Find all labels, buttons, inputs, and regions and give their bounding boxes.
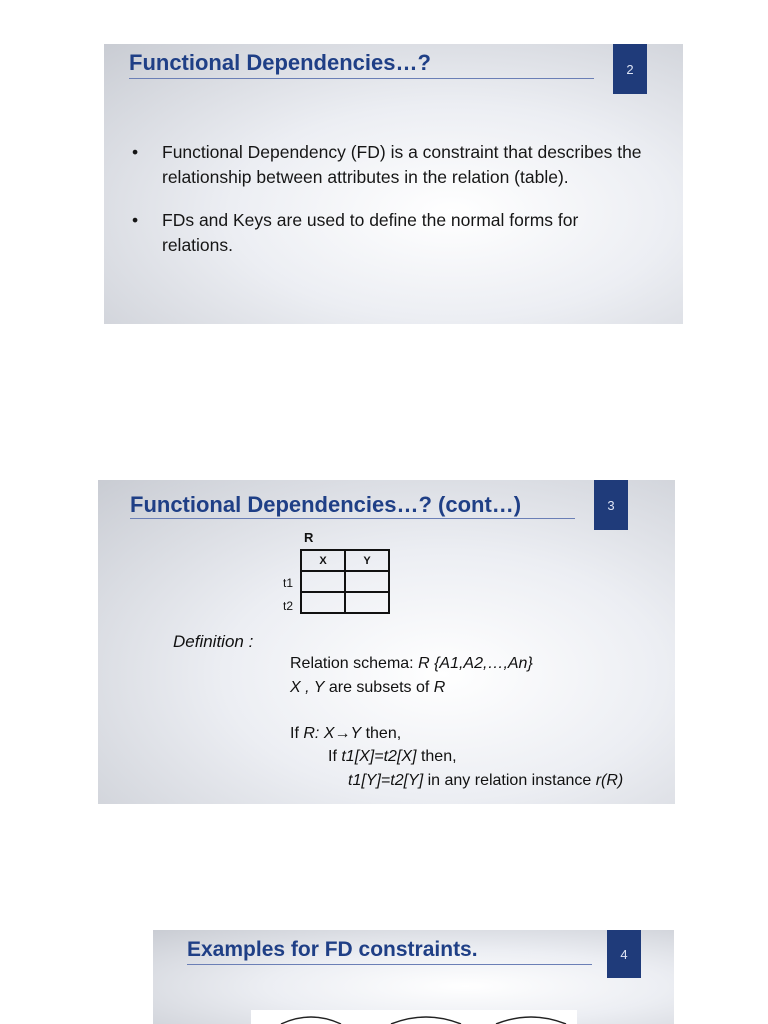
slide-2-functional-dependencies [104, 44, 683, 324]
slide-number: 2 [613, 44, 647, 94]
slide-number: 3 [594, 480, 628, 530]
row-label-t1: t1 [283, 576, 294, 590]
row-label-t2: t2 [283, 599, 294, 613]
relation-table [300, 549, 390, 614]
table-cell [301, 571, 345, 592]
slide-title: Functional Dependencies…? (cont…) [130, 492, 522, 517]
ellipse-shapes [251, 1010, 577, 1024]
bullet-icon: • [132, 142, 139, 162]
slide-number: 4 [607, 930, 641, 978]
bullet-item: • FDs and Keys are used to define the normal forms for relations. [132, 210, 579, 255]
bullet-item: • Functional Dependency (FD) is a constraint that describes the relationship between attributes in the relation (table). [132, 142, 642, 187]
title-underline [129, 78, 594, 79]
table-cell [345, 571, 389, 592]
definition-line-schema: Relation schema: R {A1,A2,…,An} [290, 655, 533, 672]
title-underline [187, 964, 592, 965]
definition-line-subsets: X , Y are subsets of R [290, 679, 446, 696]
slide-title: Examples for FD constraints. [187, 938, 478, 961]
column-header-x: X [301, 550, 345, 571]
example-figure-area [251, 1010, 577, 1024]
slide-4-examples [153, 930, 674, 1024]
table-cell [345, 592, 389, 613]
bullet-icon: • [132, 210, 139, 230]
definition-label: Definition : [173, 632, 254, 651]
slide-title: Functional Dependencies…? [129, 50, 431, 75]
title-underline [130, 518, 575, 519]
definition-line-condition: If t1[X]=t2[X] then, [328, 748, 457, 765]
column-header-y: Y [345, 550, 389, 571]
slide-3-functional-dependencies-cont [98, 480, 675, 804]
definition-line-consequence: t1[Y]=t2[Y] in any relation instance r(R) [348, 772, 624, 789]
bullet-list [130, 140, 650, 276]
relation-name: R [304, 530, 314, 545]
definition-line-fd: If R: X→Y then, [290, 725, 402, 742]
table-cell [301, 592, 345, 613]
